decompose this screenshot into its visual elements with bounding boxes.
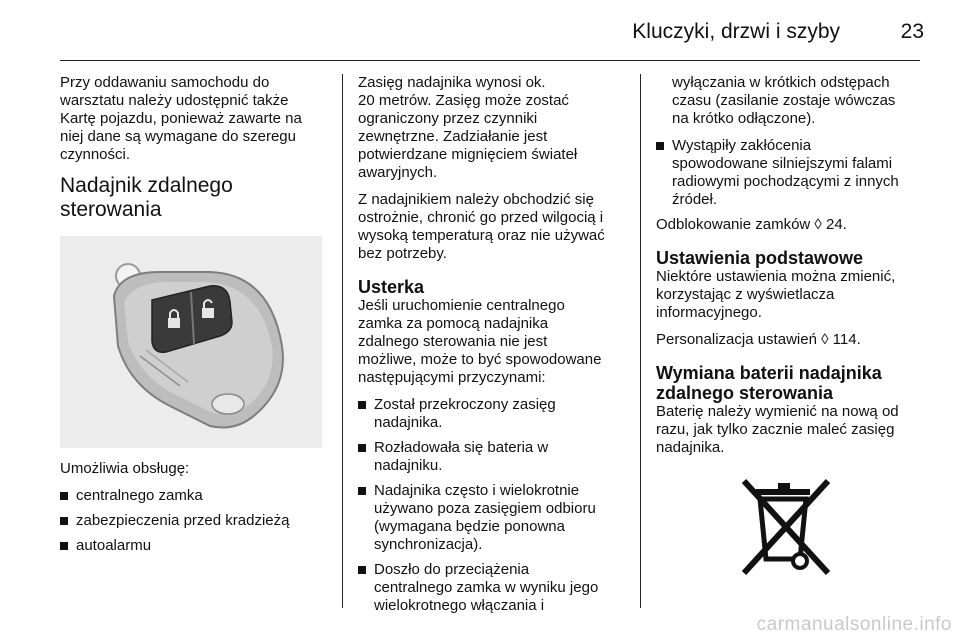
- unlock-reference: Odblokowanie zamków ◊ 24.: [656, 216, 847, 233]
- list-item: Nadajnika często i wielokrotnie używano poza zasięgiem odbioru (wymagana będzie ponowna synchronizacja).: [358, 482, 626, 554]
- list-item: autoalarmu: [60, 537, 330, 555]
- remote-key-fob-icon: [60, 236, 322, 448]
- features-intro: Umożliwia obsługę:: [60, 460, 190, 477]
- range-paragraph: Zasięg nadajnika wynosi ok. 20 metrów. Zasięg może zostać ograniczony przez czynniki zewnętrzne. Zadziałanie jest potwierdzane mignięciem świateł awaryjnych.: [358, 74, 578, 181]
- page-number: 23: [900, 20, 924, 43]
- fault-paragraph: Jeśli uruchomienie centralnego zamka za pomocą nadajnika zdalnego sterowania nie jest możliwe, może to być spowodowane następującymi przyczynami:: [358, 297, 602, 386]
- crossed-out-wheelie-bin-icon: [730, 471, 842, 583]
- page-header: [0, 0, 960, 60]
- section-heading-remote: Nadajnik zdalnego sterowania: [60, 174, 233, 221]
- intro-paragraph: Przy oddawaniu samochodu do warsztatu należy udostępnić także Kartę pojazdu, ponieważ zawarte na niej dane są wymagane do szeregu czynności.: [60, 74, 302, 163]
- section-heading-battery: Wymiana baterii nadajnika zdalnego sterowania: [656, 363, 882, 403]
- fault-causes-list: [358, 396, 626, 615]
- list-item: Rozładowała się bateria w nadajniku.: [358, 439, 626, 475]
- care-paragraph: Z nadajnikiem należy obchodzić się ostrożnie, chronić go przed wilgocią i wysoką temperaturą oraz nie używać bez potrzeby.: [358, 191, 605, 262]
- column-divider: [342, 74, 343, 608]
- personalization-reference: Personalizacja ustawień ◊ 114.: [656, 331, 861, 348]
- section-heading-basic-settings: Ustawienia podstawowe: [656, 248, 864, 268]
- header-rule: [60, 60, 920, 61]
- column-1: [60, 74, 330, 562]
- list-item: centralnego zamka: [60, 487, 330, 505]
- section-heading-fault: Usterka: [358, 277, 425, 297]
- fault-causes-list-continued: [656, 137, 922, 209]
- list-item: zabezpieczenia przed kradzieżą: [60, 512, 330, 530]
- column-3: [656, 74, 922, 583]
- list-item: Wystąpiły zakłócenia spowodowane silniejszymi falami radiowymi pochodzącymi z innych źródeł.: [656, 137, 922, 209]
- list-item: Został przekroczony zasięg nadajnika.: [358, 396, 626, 432]
- column-2: [358, 74, 626, 622]
- features-list: [60, 487, 330, 555]
- basic-settings-paragraph: Niektóre ustawienia można zmienić, korzystając z wyświetlacza informacyjnego.: [656, 268, 896, 321]
- page-title: Kluczyki, drzwi i szyby: [632, 20, 840, 43]
- battery-paragraph: Baterię należy wymienić na nową od razu, jak tylko zacznie maleć zasięg nadajnika.: [656, 403, 899, 456]
- continued-list-item: wyłączania w krótkich odstępach czasu (zasilanie zostaje wówczas na krótko odłączone).: [672, 74, 896, 127]
- column-divider: [640, 74, 641, 608]
- list-item: Doszło do przeciążenia centralnego zamka w wyniku jego wielokrotnego włączania i: [358, 561, 626, 615]
- watermark: carmanualsonline.info: [756, 614, 952, 635]
